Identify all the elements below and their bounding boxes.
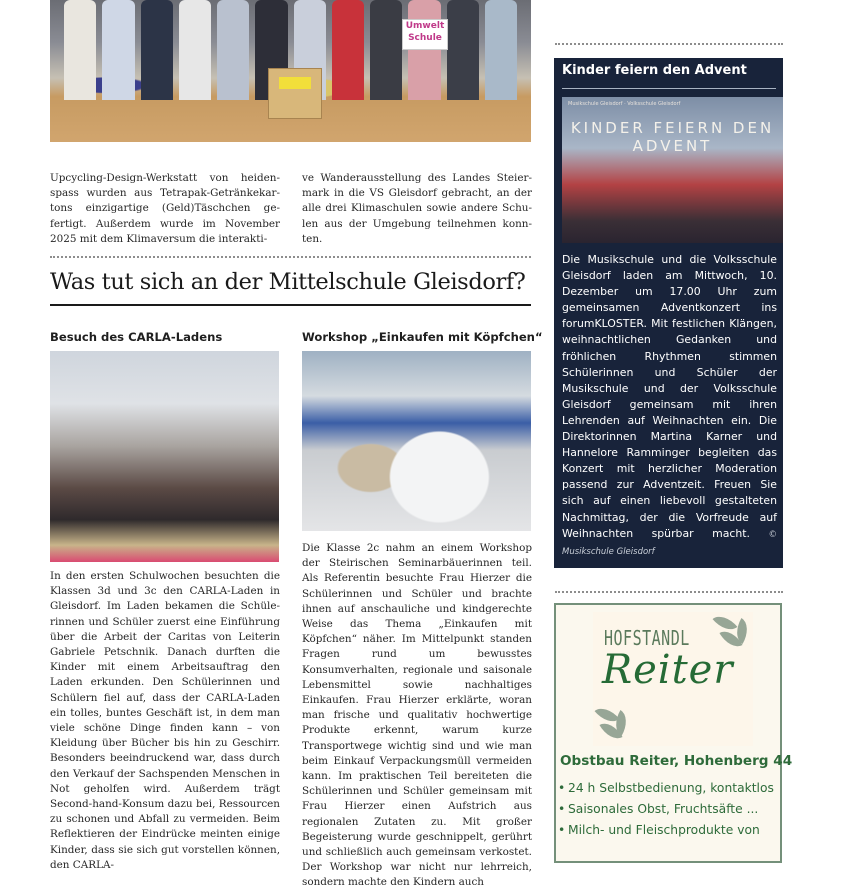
ad-bullet: • Milch- und Fleischprodukte von: [558, 823, 778, 838]
ad-bullet-list: [558, 781, 778, 844]
ad-logo-hofstandl: HOFSTANDL: [604, 626, 690, 651]
wooden-crate: [268, 68, 322, 119]
headline-rule: [50, 304, 531, 306]
ad-logo-reiter: Reiter: [602, 647, 734, 693]
ad-bullet: • 24 h Selbstbedienung, kontaktlos: [558, 781, 778, 796]
sidebar-divider-ad: [555, 591, 783, 593]
advent-body: [562, 252, 777, 560]
umwelt-schule-sign: Umwelt Schule: [402, 19, 448, 50]
advent-heading-rule: [562, 88, 776, 89]
students-group-photo: [50, 0, 531, 142]
carla-shop-photo: [50, 351, 279, 562]
ad-title: Obstbau Reiter, Hohenberg 44: [560, 753, 793, 769]
section-divider: [50, 256, 531, 258]
workshop-article-subhead: Workshop „Einkaufen mit Köpfchen“: [302, 330, 543, 344]
workshop-photo: [302, 351, 531, 531]
advent-photo-banner: KINDER FEIERN DEN ADVENT: [570, 119, 775, 155]
advent-photo-logo: Musikschule Gleisdorf · Volksschule Gleisdorf: [568, 101, 681, 107]
advent-heading: Kinder feiern den Advent: [562, 63, 747, 78]
section-headline: Was tut sich an der Mittelschule Gleisdorf?: [50, 269, 526, 295]
ad-bullet: • Saisonales Obst, Fruchtsäfte ...: [558, 802, 778, 817]
advent-body-text: Die Musikschule und die Volksschule Gleisdorf laden am Mittwoch, 10. Dezember um 17.00 Uhr zum gemeinsamen Adventkonzert ins forumKLOSTER. Mit festlichen Klängen, weihnachtlichen Gedanken und fröhlichen Rhythmen stimmen Schülerinnen und Schüler der Musikschule und der Volksschule Gleisdorf gemeinsam mit ihren Lehrenden auf Weihnachten ein. Die Direktorinnen Martina Karner und Hannelore Ramminger begleiten das Konzert mit herzlicher Moderation passend zur Adventzeit. Freuen Sie sich auf einen liebevoll gestalteten Nachmittag, der die Vorfreude auf Weihnachten spürbar macht.: [562, 253, 777, 540]
carla-article-body: In den ersten Schulwochen besuchten die Klassen 3d und 3c den CARLA-Laden in Gleisdorf. Im Laden bekamen die Schülerinnen und Schüler zuerst eine Einführung über die Arbeit der Caritas von Leiterin Gabriele Petschnik. Danach durften die Kinder mit einem Arbeitsauftrag den Laden erkunden. Den Schülerinnen und Schülern fiel auf, dass der CARLA-Laden ein tolles, buntes Geschäft ist, in dem man viele schöne Dinge finden kann – von Kleidung über Bücher bis hin zu Geschirr. Besonders beeindruckend war, dass durch den Verkauf der Sachspenden Menschen in Not geholfen wird. Außerdem trägt Second-hand-Konsum dazu bei, Ressourcen zu schonen und Abfall zu vermeiden. Beim Reflektieren der Eindrücke meinten einige Kinder, dass sie sich gut vorstellen können, den CARLA-: [50, 570, 280, 871]
intro-text-left: Upcycling-Design-Werkstatt von heidenspass wurden aus Tetrapak-Getränkekartons einzigartige (Geld)Täschchen gefertigt. Außerdem wurde im November 2025 mit dem Klimaversum die interakti-: [50, 172, 280, 245]
workshop-article-body: Die Klasse 2c nahm an einem Workshop der Steirischen Seminarbäuerinnen teil. Als Referentin besuchte Frau Hierzer die Schülerinnen und Schüler und brachte ihnen auf anschauliche und kindgerechte Weise das Thema „Einkaufen mit Köpfchen“ näher. Im Mittelpunkt standen Fragen rund um bewusstes Konsumverhalten, regionale und saisonale Lebensmittel sowie nachhaltiges Einkaufen. Frau Hierzer erklärte, woran man frische und qualitativ hochwertige Produkte erkennt, warum kurze Transportwege wichtig sind und wie man beim Einkauf Verpackungsmüll vermeiden kann. Im praktischen Teil bereiteten die Schülerinnen und Schüler gemeinsam mit Frau Hierzer einen Aufstrich aus regionalen Zutaten zu. Mit großer Begeisterung wurde geschnippelt, gerührt und schließlich auch gemeinsam verkostet. Der Workshop war nicht nur lehrreich, sondern machte den Kindern auch: [302, 542, 532, 889]
intro-text-right: ve Wanderausstellung des Landes Steiermark in die VS Gleisdorf gebracht, an der alle drei Klimaschulen sowie andere Schulen aus der Umgebung teilnehmen konnten.: [302, 172, 532, 245]
carla-article-subhead: Besuch des CARLA-Ladens: [50, 330, 223, 344]
photo-credit: © Musikschule Gleisdorf: [562, 529, 777, 557]
advent-concert-photo: [562, 97, 783, 243]
sidebar-divider-top: [555, 43, 783, 45]
